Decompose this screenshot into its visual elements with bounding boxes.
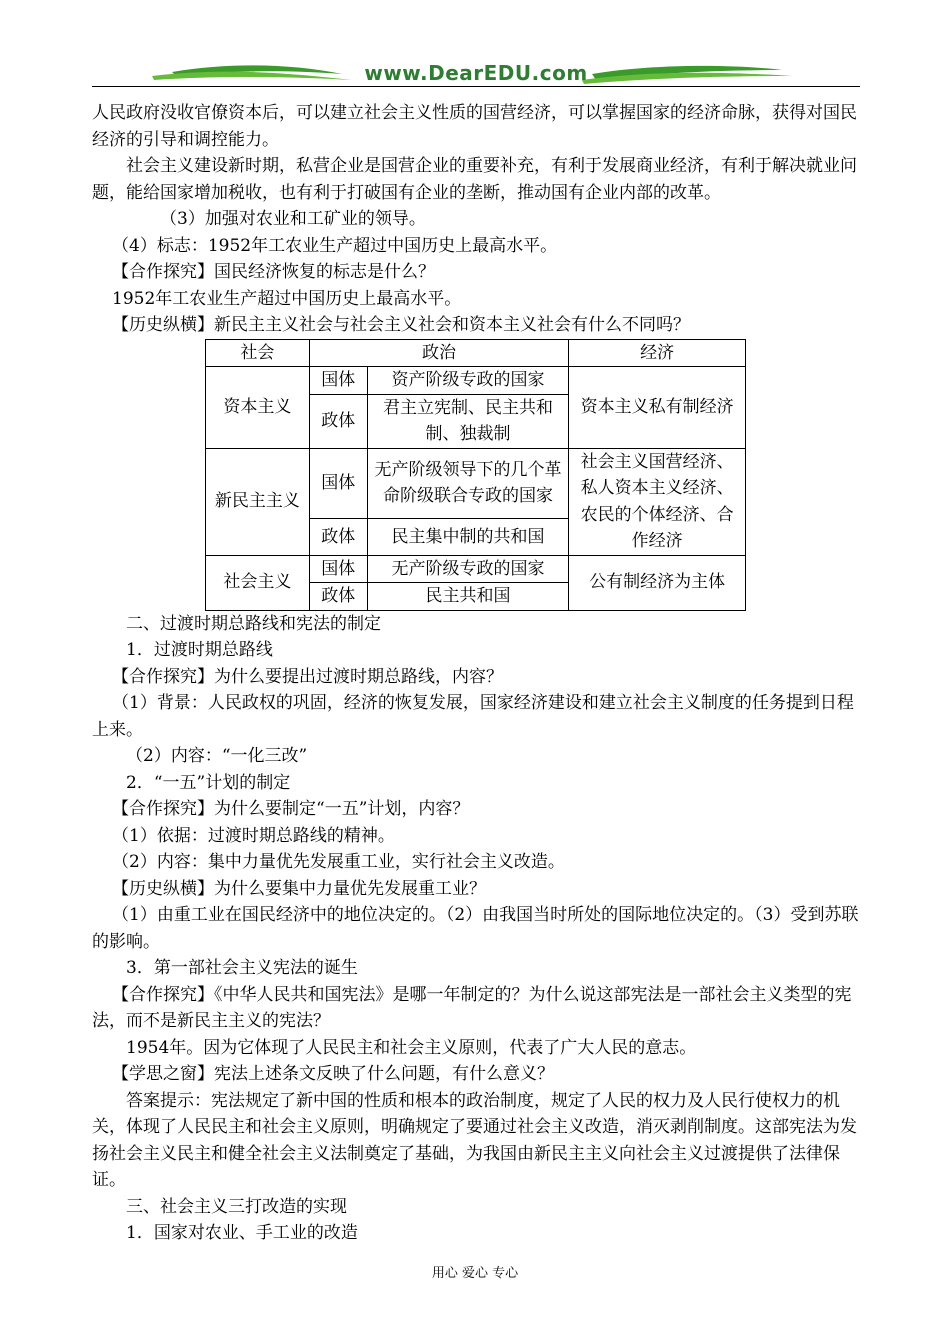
header-rule [92, 86, 860, 87]
paragraph: 1954年。因为它体现了人民民主和社会主义原则，代表了广大人民的意志。 [126, 1037, 697, 1058]
table-cell: 国体 [309, 448, 367, 519]
paragraph: 【历史纵横】新民主主义社会与社会主义社会和资本主义社会有什么不同吗？ [112, 315, 690, 335]
table-header-cell: 社会 [206, 339, 310, 367]
site-url: www.DearEDU.com [364, 61, 588, 85]
table-cell: 民主集中制的共和国 [367, 519, 569, 555]
paragraph: 【合作探究】国民经济恢复的标志是什么？ [112, 262, 435, 282]
economy-cell: 资本主义私有制经济 [569, 367, 746, 449]
table-row [206, 448, 746, 519]
paragraph: 【历史纵横】为什么要集中力量优先发展重工业？ [112, 878, 486, 899]
paragraph: （1）由重工业在国民经济中的地位决定的。（2）由我国当时所处的国际地位决定的。（3）受到苏联的影响。 [92, 905, 859, 952]
table-header-row [206, 339, 746, 367]
paragraph: 人民政府没收官僚资本后，可以建立社会主义性质的国营经济，可以掌握国家的经济命脉，获得对国民经济的引导和调控能力。 [92, 103, 857, 150]
table-cell: 民主共和国 [367, 583, 569, 611]
society-cell: 新民主主义 [206, 448, 310, 555]
society-cell: 资本主义 [206, 367, 310, 449]
paragraph: （3）加强对农业和工矿业的领导。 [160, 209, 426, 229]
table-cell: 政体 [309, 394, 367, 448]
table-row [206, 555, 746, 583]
paragraph: 【学思之窗】宪法上述条文反映了什么问题，有什么意义？ [112, 1064, 554, 1084]
section-heading: 二、过渡时期总路线和宪法的制定 [126, 613, 381, 634]
paragraph: 1952年工农业生产超过中国历史上最高水平。 [112, 288, 462, 309]
economy-cell: 公有制经济为主体 [569, 555, 746, 610]
page-footer: 用心 爱心 专心 [431, 1266, 519, 1281]
paragraph: （1）背景：人民政权的巩固，经济的恢复发展，国家经济建设和建立社会主义制度的任务提到日程上来。 [92, 693, 854, 740]
subsection-heading: 3．第一部社会主义宪法的诞生 [126, 958, 358, 978]
document-body [92, 100, 860, 1247]
subsection-heading: 1．过渡时期总路线 [126, 640, 273, 660]
table-cell: 君主立宪制、民主共和制、独裁制 [367, 394, 569, 448]
paragraph: （4）标志：1952年工农业生产超过中国历史上最高水平。 [112, 235, 558, 256]
section-heading: 三、社会主义三打改造的实现 [126, 1196, 347, 1217]
paragraph: 社会主义建设新时期，私营企业是国营企业的重要补充，有利于发展商业经济，有利于解决就业问题，能给国家增加税收，也有利于打破国有企业的垄断，推动国有企业内部的改革。 [92, 156, 857, 203]
table-cell: 无产阶级专政的国家 [367, 555, 569, 583]
paragraph: 答案提示：宪法规定了新中国的性质和根本的政治制度，规定了人民的权力及人民行使权力的机关，体现了人民民主和社会主义原则，明确规定了要通过社会主义改造，消灭剥削制度。这部宪法为发扬社会主义民主和健全社会主义法制奠定了基础，为我国由新民主主义向社会主义过渡提供了法律保证。 [92, 1090, 857, 1190]
paragraph: （2）内容：“一化三改” [126, 746, 308, 766]
table-header-cell: 经济 [569, 339, 746, 367]
comparison-table [205, 339, 746, 611]
subsection-heading: 2．“一五”计划的制定 [126, 772, 291, 793]
paragraph: 【合作探究】为什么要制定“一五”计划，内容？ [112, 799, 470, 819]
society-cell: 社会主义 [206, 555, 310, 610]
table-row [206, 367, 746, 395]
table-header-cell: 政治 [309, 339, 569, 367]
table-cell: 资产阶级专政的国家 [367, 367, 569, 395]
table-cell: 政体 [309, 583, 367, 611]
paragraph: （2）内容：集中力量优先发展重工业，实行社会主义改造。 [112, 852, 565, 872]
subsection-heading: 1．国家对农业、手工业的改造 [126, 1223, 358, 1243]
table-cell: 国体 [309, 367, 367, 395]
paragraph: 【合作探究】《中华人民共和国宪法》是哪一年制定的？为什么说这部宪法是一部社会主义类型的宪法，而不是新民主主义的宪法？ [92, 984, 852, 1031]
paragraph: 【合作探究】为什么要提出过渡时期总路线，内容？ [112, 666, 503, 687]
table-cell: 无产阶级领导下的几个革命阶级联合专政的国家 [367, 448, 569, 519]
economy-cell: 社会主义国营经济、私人资本主义经济、农民的个体经济、合作经济 [569, 448, 746, 555]
paragraph: （1）依据：过渡时期总路线的精神。 [112, 825, 395, 846]
table-cell: 政体 [309, 519, 367, 555]
site-header-banner [92, 60, 860, 92]
table-cell: 国体 [309, 555, 367, 583]
